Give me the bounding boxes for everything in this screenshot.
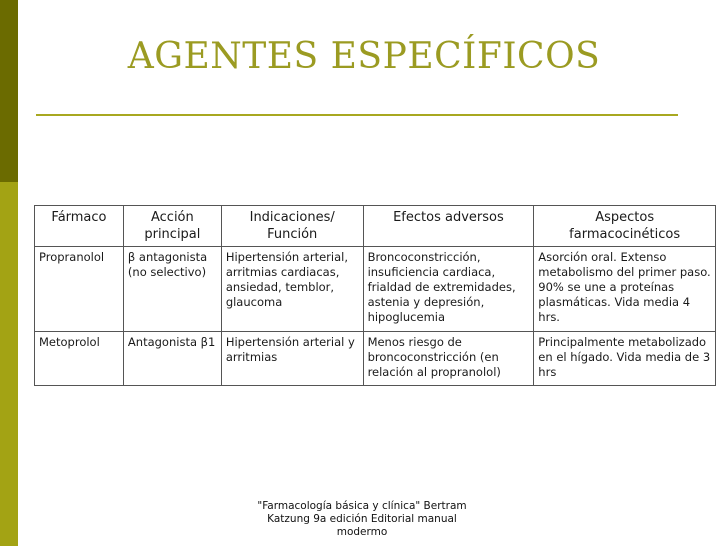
citation-footer: "Farmacología básica y clínica" Bertram Katzung 9a edición Editorial manual modermo xyxy=(257,500,467,538)
left-bar-dark xyxy=(0,0,18,182)
table-cell: Hipertensión arterial, arritmias cardiacas, ansiedad, temblor, glaucoma xyxy=(221,247,363,332)
header-cell: Efectos adversos xyxy=(363,206,534,247)
drug-table xyxy=(34,205,716,386)
left-bar-light xyxy=(0,182,18,546)
header-cell: Aspectos farmacocinéticos xyxy=(534,206,716,247)
table-cell: Antagonista β1 xyxy=(123,332,221,386)
table-cell: Propranolol xyxy=(35,247,124,332)
table-row xyxy=(35,247,716,332)
slide-title: AGENTES ESPECÍFICOS xyxy=(127,36,601,77)
table-cell: Hipertensión arterial y arritmias xyxy=(221,332,363,386)
table-header-row xyxy=(35,206,716,247)
table-cell: β antagonista (no selectivo) xyxy=(123,247,221,332)
header-cell: Fármaco xyxy=(35,206,124,247)
title-underline xyxy=(36,114,678,116)
header-cell: Indicaciones/ Función xyxy=(221,206,363,247)
table-cell: Menos riesgo de broncoconstricción (en relación al propranolol) xyxy=(363,332,534,386)
table-row xyxy=(35,332,716,386)
table-cell: Asorción oral. Extenso metabolismo del primer paso. 90% se une a proteínas plasmáticas. Vida media 4 hrs. xyxy=(534,247,716,332)
header-cell: Acción principal xyxy=(123,206,221,247)
table-cell: Principalmente metabolizado en el hígado. Vida media de 3 hrs xyxy=(534,332,716,386)
table-cell: Metoprolol xyxy=(35,332,124,386)
table-cell: Broncoconstricción, insuficiencia cardiaca, frialdad de extremidades, astenia y depresión, hipoglucemia xyxy=(363,247,534,332)
